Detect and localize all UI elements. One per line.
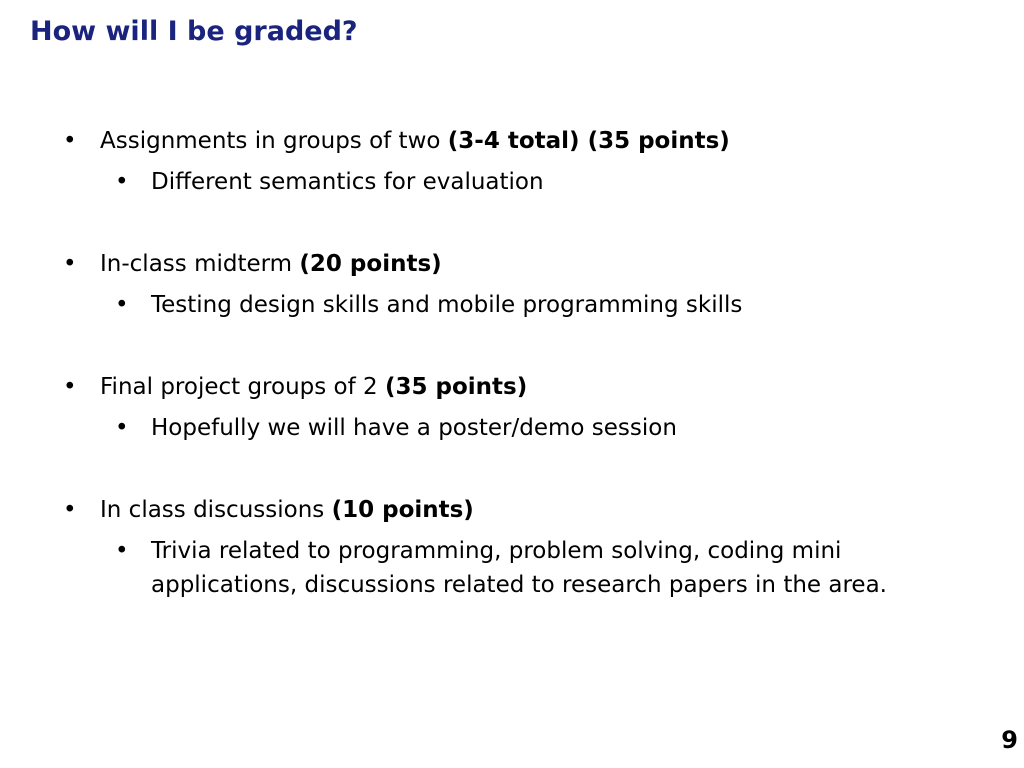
bullet-item-midterm <box>0 247 1024 281</box>
bullet-text: Assignments in groups of two <box>100 128 448 154</box>
bullet-icon: • <box>115 538 129 564</box>
bullet-icon: • <box>63 128 77 154</box>
bullet-icon: • <box>115 292 129 318</box>
bullet-points: (35 points) <box>384 374 528 400</box>
sub-bullet-text: Hopefully we will have a poster/demo session <box>151 415 677 441</box>
sub-bullet-text: Different semantics for evaluation <box>151 169 544 195</box>
slide-title: How will I be graded? <box>30 16 358 47</box>
sub-bullet-item <box>0 288 891 322</box>
bullet-icon: • <box>63 374 77 400</box>
bullet-icon: • <box>63 497 77 523</box>
page-number: 9 <box>1001 726 1018 754</box>
bullet-text: In-class midterm <box>100 251 300 277</box>
bullet-item-final-project <box>0 370 1024 404</box>
sub-bullet-text: Trivia related to programming, problem solving, coding mini applications, discussions related to research papers in the area. <box>151 538 887 598</box>
bullet-icon: • <box>115 415 129 441</box>
bullet-text: Final project groups of 2 <box>100 374 385 400</box>
bullet-item-assignments <box>0 124 1024 158</box>
bullet-text: In class discussions <box>100 497 332 523</box>
bullet-item-discussions <box>0 493 1024 527</box>
bullet-icon: • <box>115 169 129 195</box>
bullet-points: (20 points) <box>299 251 442 277</box>
sub-bullet-item <box>0 411 891 445</box>
bullet-points: (10 points) <box>331 497 474 523</box>
sub-bullet-item <box>0 534 891 602</box>
bullet-points: (3-4 total) (35 points) <box>447 128 730 154</box>
bullet-list <box>0 124 1024 602</box>
sub-bullet-text: Testing design skills and mobile programming skills <box>151 292 743 318</box>
bullet-icon: • <box>63 251 77 277</box>
sub-bullet-item <box>0 165 891 199</box>
